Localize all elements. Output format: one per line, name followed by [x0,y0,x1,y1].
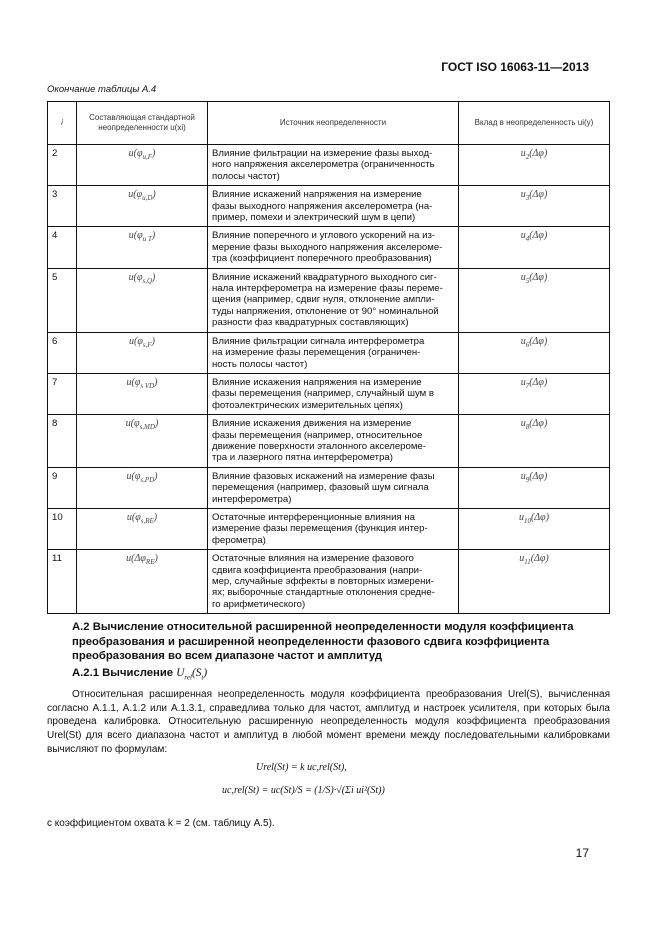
uncertainty-source: Влияние искажений напряжения на измерение фазы выходного напряжения акселерометра (на- пример, помехи и электрический шум в цепи) [208,186,459,227]
row-index: 10 [48,508,77,549]
uncertainty-source: Влияние фильтрации на измерение фазы выход- ного напряжения акселерометра (ограниченность полосы частот) [208,145,459,186]
contribution-symbol: $u_5(\Delta\varphi)$ [459,268,610,332]
row-index: 3 [48,186,77,227]
row-index: 4 [48,227,77,268]
row-index: 8 [48,415,77,468]
table-row [48,145,610,186]
body-paragraph: Относительная расширенная неопределенность модуля коэффициента преобразования Urel(S), вычисленная согласно А.1.1, А.1.2 или А.1.3.1, справедлива только для частот, амплитуд и настроек усилителя, при которых была проведена калибровка. Относительную расширенную неопределенность модуля коэффициента преобразования Urel(St) для всего диапазона частот и амплитуд в любой момент времени между последовательными калибровками вычисляют по формулам: [47,689,610,755]
uncertainty-source: Остаточные влияния на измерение фазового сдвига коэффициента преобразования (напри- мер, случайные эффекты в повторных измерени- ях; выборочные стандартные отклонения средне- го арифметического) [208,550,459,614]
component-symbol: $u(\varphi_{s,RE})$ [77,508,208,549]
contribution-symbol: $u_8(\Delta\varphi)$ [459,415,610,468]
component-symbol: $u(\varphi_{u,D})$ [77,186,208,227]
row-index: 9 [48,467,77,508]
uncertainty-source: Остаточные интерференционные влияния на измерение фазы перемещения (функция интер- ферометра) [208,508,459,549]
table-row [48,550,610,614]
row-index: 6 [48,332,77,373]
uncertainty-table [47,101,610,614]
table-row [48,332,610,373]
page-number: 17 [575,846,589,860]
table-row [48,227,610,268]
table-row [48,467,610,508]
contribution-symbol: $u_{10}(\Delta\varphi)$ [459,508,610,549]
col-header-source: Источник неопределенности [208,102,459,145]
col-header-component: Составляющая стандартной неопределенности u(xi) [77,102,208,145]
closing-text: с коэффициентом охвата k = 2 (см. таблицу А.5). [47,818,275,829]
row-index: 11 [48,550,77,614]
row-index: 2 [48,145,77,186]
table-row [48,373,610,414]
component-symbol: $u(\Delta\varphi_{RE})$ [77,550,208,614]
component-symbol: $u(\varphi_{u T})$ [77,227,208,268]
component-symbol: $u(\varphi_{s,PD})$ [77,467,208,508]
formula-combined-uncertainty: uc,rel(St) = uc(St)/S = (1/S)·√(Σi ui²(St)) [222,785,385,796]
row-index: 7 [48,373,77,414]
table-row [48,186,610,227]
contribution-symbol: $u_6(\Delta\varphi)$ [459,332,610,373]
uncertainty-source: Влияние фильтрации сигнала интерферометра на измерение фазы перемещения (ограничен- ность полосы частот) [208,332,459,373]
contribution-symbol: $u_{11}(\Delta\varphi)$ [459,550,610,614]
contribution-symbol: $u_7(\Delta\varphi)$ [459,373,610,414]
row-index: 5 [48,268,77,332]
contribution-symbol: $u_3(\Delta\varphi)$ [459,186,610,227]
table-caption: Окончание таблицы А.4 [47,84,157,95]
uncertainty-source: Влияние искажения движения на измерение фазы перемещения (например, относительное движение поверхности эталонного акселероме- тра и лазерного пятна интерферометра) [208,415,459,468]
uncertainty-source: Влияние искажений квадратурного выходного сиг- нала интерферометра на измерение фазы переме- щения (например, сдвиг нуля, отклонение ампли- туды напряжения, отклонение от 90° номинальной разности фаз квадратурных составляющих) [208,268,459,332]
col-header-i: i [48,102,77,145]
component-symbol: $u(\varphi_{s,MD})$ [77,415,208,468]
contribution-symbol: $u_4(\Delta\varphi)$ [459,227,610,268]
contribution-symbol: $u_2(\Delta\varphi)$ [459,145,610,186]
contribution-symbol: $u_9(\Delta\varphi)$ [459,467,610,508]
uncertainty-source: Влияние искажения напряжения на измерение фазы перемещения (например, случайный шум в фотоэлектрических измерительных цепях) [208,373,459,414]
component-symbol: $u(\varphi_{s VD})$ [77,373,208,414]
uncertainty-source: Влияние фазовых искажений на измерение фазы перемещения (например, фазовый шум сигнала интерферометра) [208,467,459,508]
uncertainty-source: Влияние поперечного и углового ускорений на из- мерение фазы выходного напряжения акселероме- тра (коэффициент поперечного преобразования) [208,227,459,268]
subsection-heading: А.2.1 Вычисление $U_{rel}(S_t)$ [72,667,208,682]
component-symbol: $u(\varphi_{s,F})$ [77,332,208,373]
col-header-contribution: Вклад в неопределенность ui(y) [459,102,610,145]
section-heading: А.2 Вычисление относительной расширенной неопределенности модуля коэффициента преобразования и расширенной неопределенности фазового сдвига коэффициента преобразования во всем диапазоне частот и амплитуд [72,621,574,662]
document-header: ГОСТ ISO 16063-11—2013 [441,60,589,74]
table-row [48,508,610,549]
component-symbol: $u(\varphi_{u,F})$ [77,145,208,186]
table-row [48,415,610,468]
formula-expanded-uncertainty: Urel(St) = k uc,rel(St), [256,762,347,773]
table-row [48,268,610,332]
component-symbol: $u(\varphi_{s,Q})$ [77,268,208,332]
